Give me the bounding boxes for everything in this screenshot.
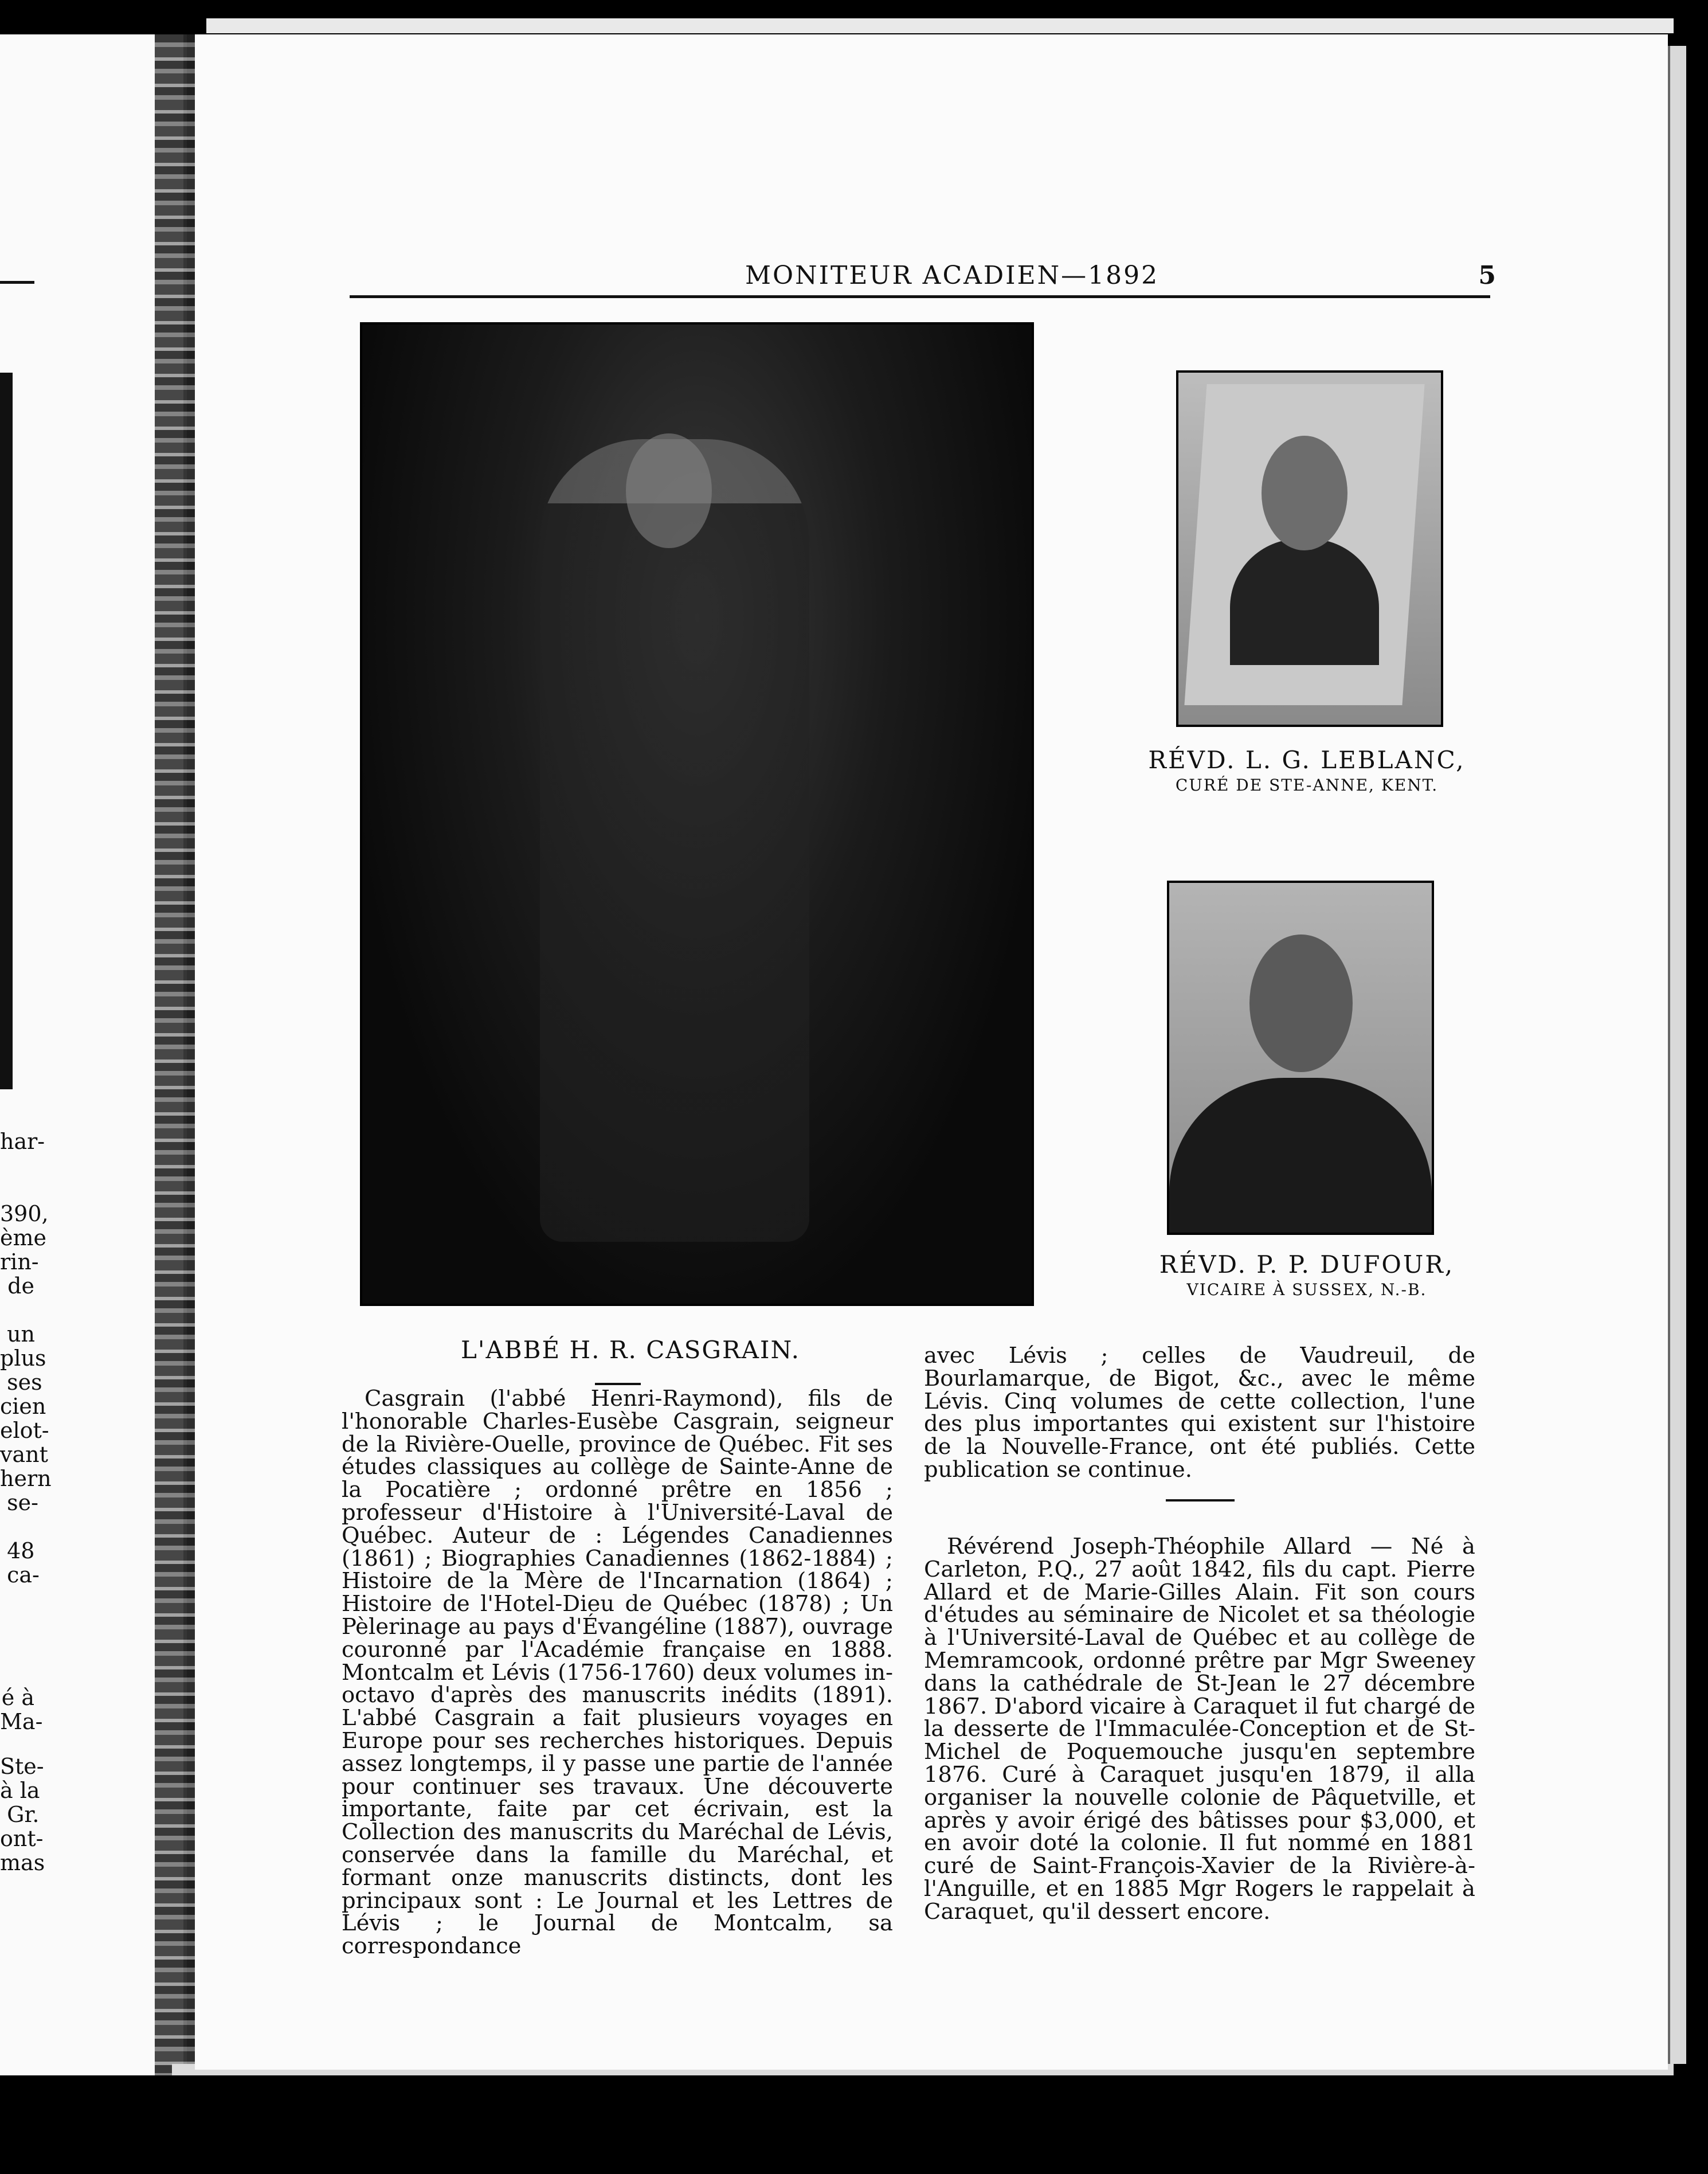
header-rule	[350, 295, 1490, 298]
section-rule	[1166, 1499, 1235, 1502]
caption-title: CURÉ DE STE-ANNE, KENT.	[1175, 776, 1439, 795]
article-heading: L'ABBÉ H. R. CASGRAIN.	[461, 1336, 800, 1364]
heading-rule	[595, 1383, 641, 1385]
portrait-casgrain	[360, 322, 1034, 1306]
publication-title: MONITEUR ACADIEN—1892	[745, 261, 1159, 290]
portrait-face	[1262, 436, 1347, 550]
caption-dufour	[1123, 1250, 1490, 1300]
article-allard	[924, 1535, 1475, 1923]
portrait-leblanc	[1176, 370, 1443, 727]
previous-page-photo-edge	[0, 373, 13, 1089]
previous-page-text-fragment: har- 390, ème rin- de un plus ses cien elot- vant hern se- 48 ca-	[0, 1129, 52, 1588]
portrait-face	[1249, 934, 1353, 1072]
previous-page-text-fragment: Ste- à la Gr. ont- mas	[0, 1754, 45, 1875]
previous-page-text-fragment: é à Ma-	[0, 1685, 43, 1734]
page-header	[350, 261, 1496, 307]
article-casgrain-column-2	[924, 1344, 1475, 1481]
portrait-body	[1230, 539, 1379, 665]
page-number: 5	[1478, 261, 1496, 290]
portrait-head	[626, 433, 712, 548]
article-paragraph: Révérend Joseph-Théophile Allard — Né à Carleton, P.Q., 27 août 1842, fils du capt. Pierre Allard et de Marie-Gilles Alain. Fit son cours d'études au séminaire de Nicolet et sa théologie à l'Université-Laval de Québec et au collège de Memramcook, ordonné prêtre par Mgr Sweeney dans la cathédrale de St-Jean le 27 décembre 1867. D'abord vicaire à Caraquet il fut chargé de la desserte de l'Immaculée-Conception et de St-Michel de Poquemouche jusqu'en septembre 1876. Curé à Caraquet jusqu'en 1879, il alla organiser la nouvelle colonie de Pâquetville, et après y avoir érigé des bâtisses pour $3,000, et en avoir doté la colonie. Il fut nommé en 1881 curé de Saint-François-Xavier de la Rivière-à-l'Anguille, et en 1885 Mgr Rogers le rappelait à Caraquet, qu'il dessert encore.	[924, 1534, 1475, 1925]
portrait-body	[1169, 1078, 1432, 1233]
article-paragraph: avec Lévis ; celles de Vaudreuil, de Bourlamarque, de Bigot, &c., avec le même Lévis. Cinq volumes de cette collection, l'une des plus importantes qui existent sur l'histoire de la Nouvelle-France, ont été publiés. Cette publication se continue.	[924, 1343, 1475, 1483]
caption-name: RÉVD. L. G. LEBLANC,	[1148, 746, 1466, 774]
portrait-dufour	[1167, 881, 1434, 1235]
page-edge	[1668, 46, 1686, 2064]
caption-leblanc	[1123, 745, 1490, 796]
page-edge	[206, 18, 1674, 33]
article-paragraph: Casgrain (l'abbé Henri-Raymond), fils de l'honorable Charles-Eusèbe Casgrain, seigneur de la Rivière-Ouelle, province de Québec. Fit ses études classiques au collège de Sainte-Anne de la Pocatière ; ordonné prêtre en 1856 ; professeur d'Histoire à l'Université-Laval de Québec. Auteur de : Légendes Canadiennes (1861) ; Biographies Canadiennes (1862-1884) ; Histoire de la Mère de l'Incarnation (1864) ; Histoire de l'Hotel-Dieu de Québec (1878) ; Un Pèlerinage au pays d'Évangéline (1887), ouvrage couronné par l'Académie française en 1888. Montcalm et Lévis (1756-1760) deux volumes in-octavo d'après des manuscrits inédits (1891). L'abbé Casgrain a fait plusieurs voyages en Europe pour ses recherches historiques. Depuis assez longtemps, il y passe une partie de l'année pour continuer ses travaux. Une découverte importante, faite par cet écrivain, est la Collection des manuscrits du Maréchal de Lévis, conservée dans la famille du Maréchal, et formant onze manuscrits distincts, dont les principaux sont : Le Journal et les Lettres de Lévis ; le Journal de Montcalm, sa correspondance	[342, 1386, 893, 1960]
previous-page-rule	[0, 281, 34, 284]
article-casgrain-column-1	[342, 1387, 893, 1958]
caption-title: VICAIRE À SUSSEX, N.-B.	[1186, 1280, 1427, 1299]
portrait-figure	[540, 439, 809, 1242]
caption-name: RÉVD. P. P. DUFOUR,	[1159, 1250, 1455, 1278]
